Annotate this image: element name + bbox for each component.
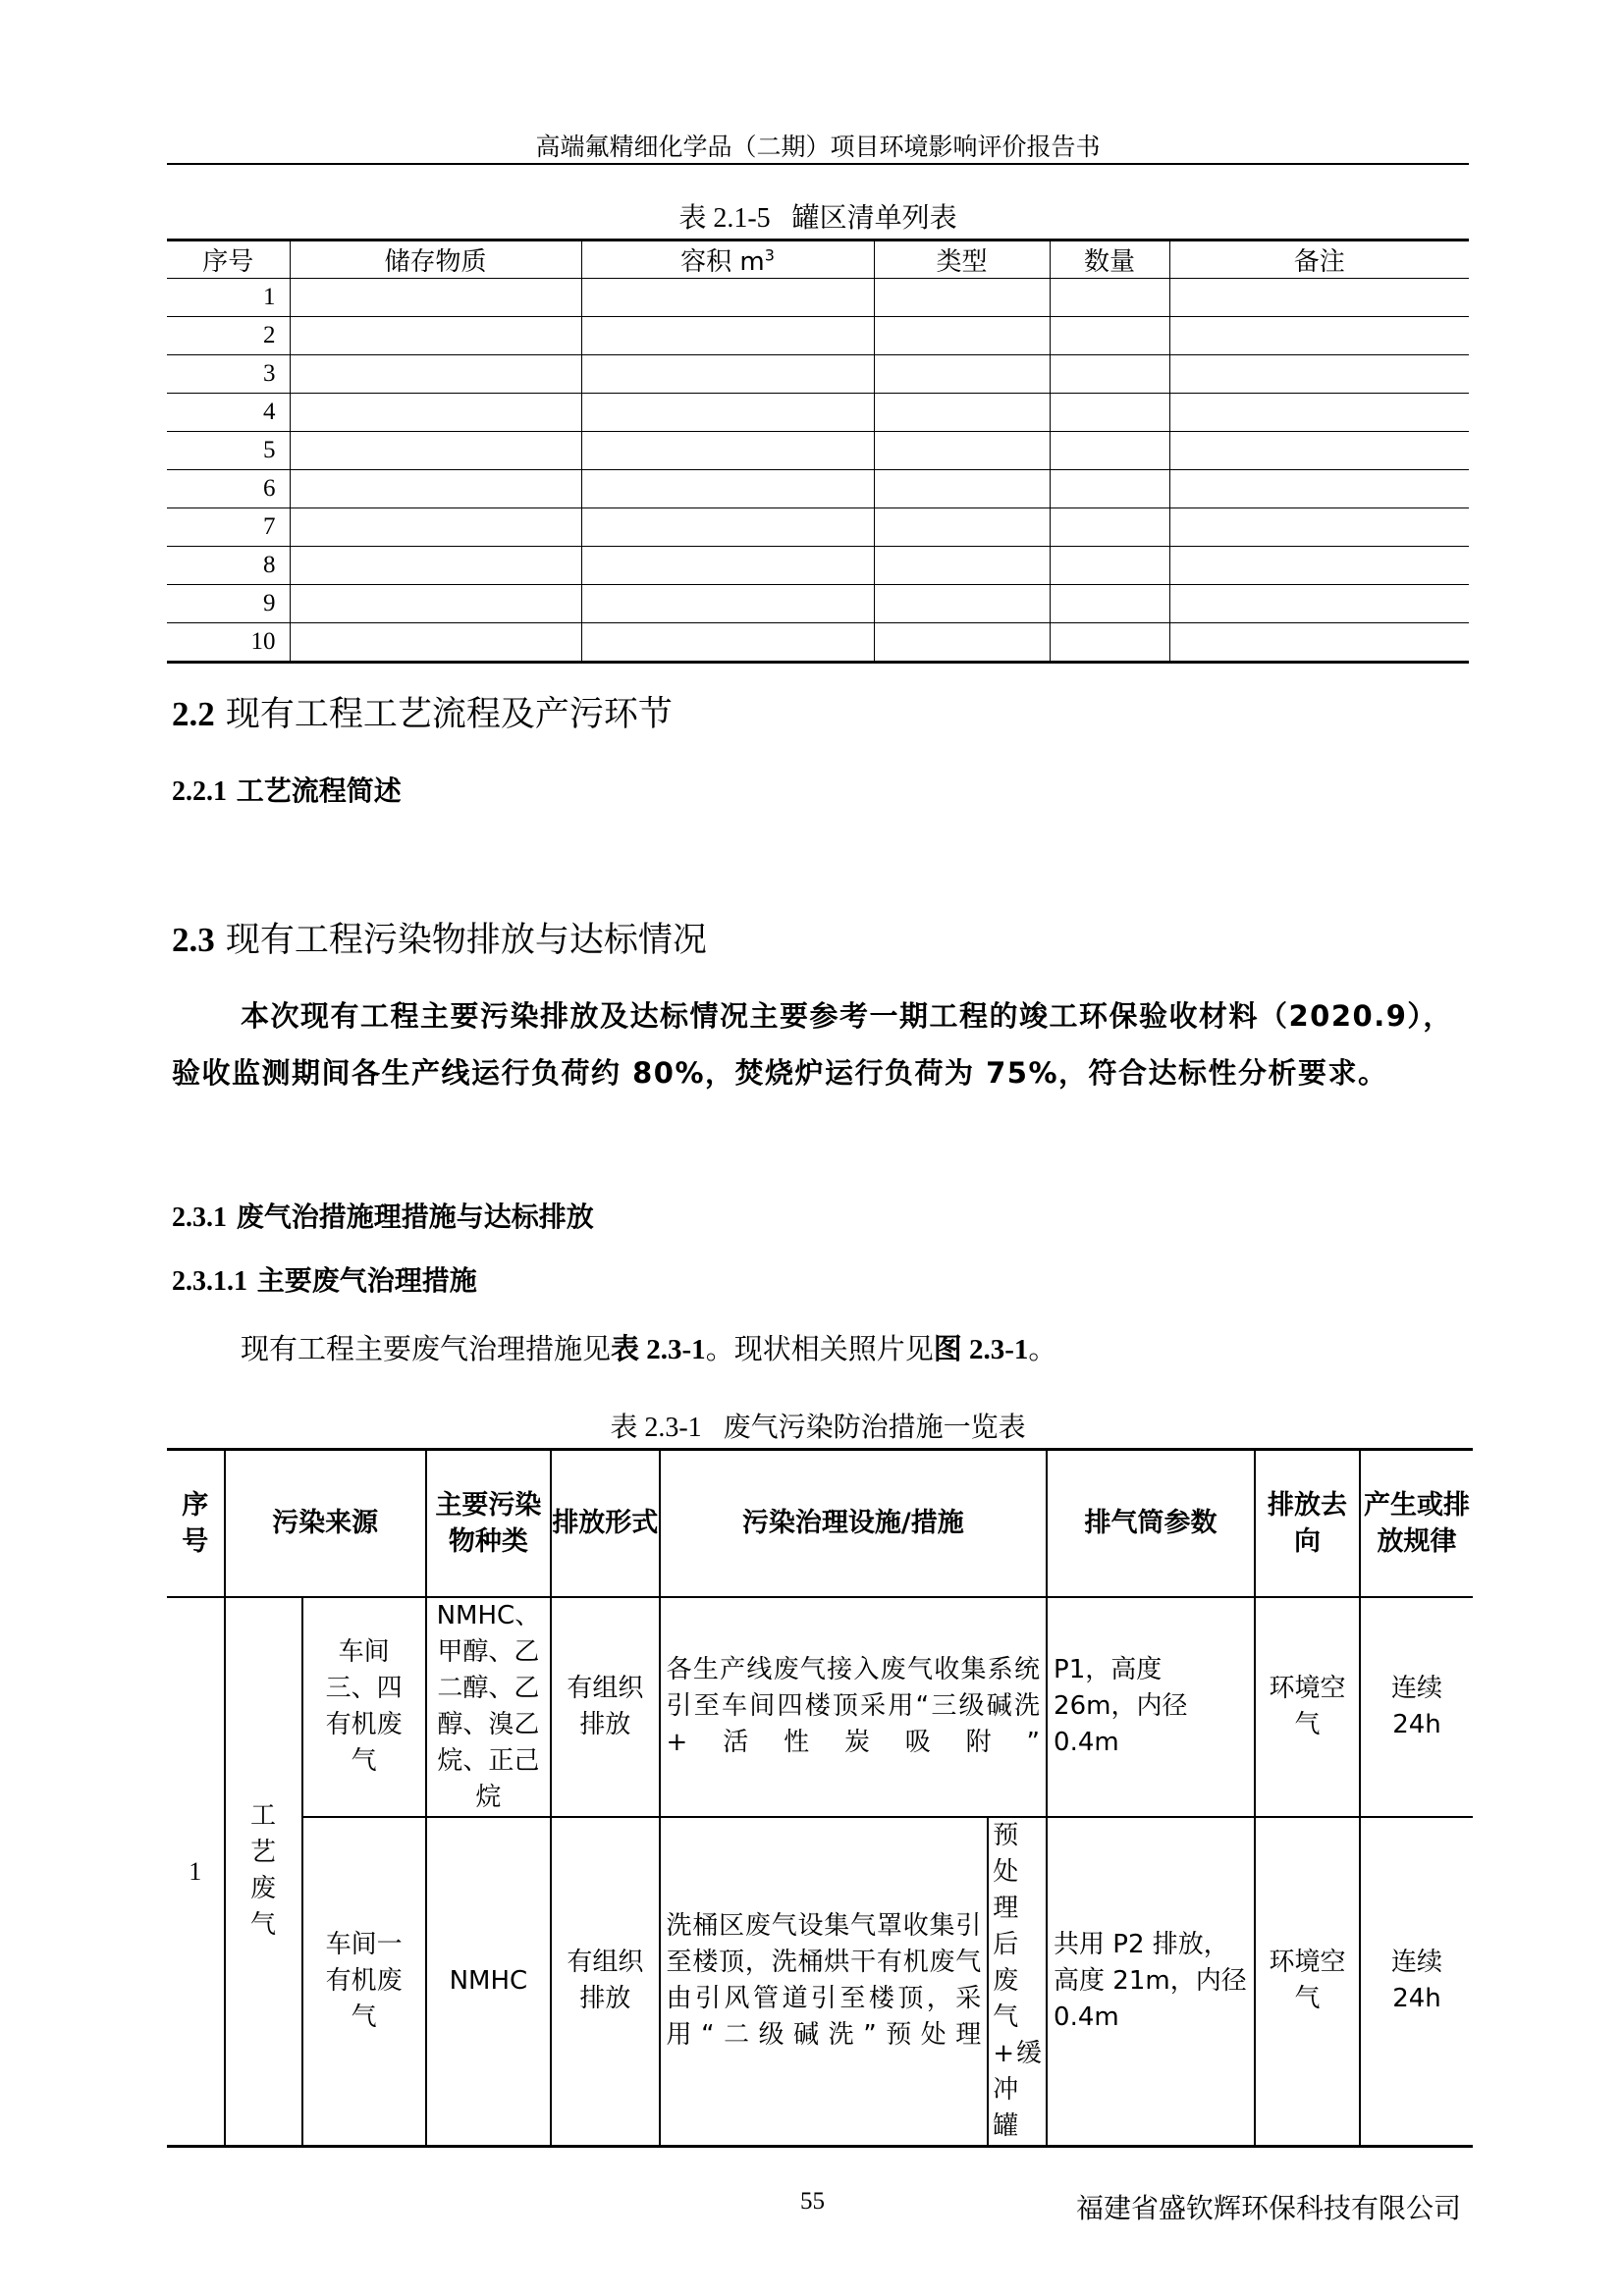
empty-cell [1169,279,1469,317]
empty-cell [1169,585,1469,623]
empty-cell [1169,547,1469,585]
empty-cell [1050,432,1169,470]
empty-cell [581,317,874,355]
empty-cell [874,470,1050,508]
empty-cell [581,623,874,663]
reference-line: 现有工程主要废气治理措施见表 2.3-1。现状相关照片见图 2.3-1。 [241,1332,1057,1365]
header-cell: 序号 [167,1450,225,1597]
header-cell: 主要污染物种类 [426,1450,551,1597]
section-heading-2-3-1-1: 2.3.1.1 主要废气治理措施 [172,1264,477,1297]
header-cell [581,240,874,279]
seq-cell: 3 [167,355,290,394]
header-cell: 储存物质 [290,240,581,279]
facility-cell: 洗桶区废气设集气罩收集引至楼顶，洗桶烘干有机废气由引风管道引至楼顶，采用“二级碱洗”预处理 [660,1817,989,2147]
empty-cell [1050,623,1169,663]
empty-cell [874,547,1050,585]
seq-cell: 6 [167,470,290,508]
header-cell: 产生或排放规律 [1360,1450,1473,1597]
pattern-cell: 连续 24h [1360,1817,1473,2147]
empty-cell [874,432,1050,470]
category-cell: 工艺废气 [225,1597,302,2147]
seq-cell: 7 [167,508,290,547]
empty-cell [1050,547,1169,585]
header-cell: 类型 [874,240,1050,279]
empty-cell [581,279,874,317]
empty-cell [874,623,1050,663]
pattern-cell: 连续 24h [1360,1597,1473,1817]
seq-cell: 5 [167,432,290,470]
table-row [167,279,1469,317]
header-cell: 排放形式 [551,1450,659,1597]
intro-paragraph: 本次现有工程主要污染排放及达标情况主要参考一期工程的竣工环保验收材料（2020.9），验收监测期间各生产线运行负荷约 80%，焚烧炉运行负荷为 75%，符合达标性分析要求。 [172,999,1453,1090]
destination-cell: 环境空气 [1255,1597,1360,1817]
empty-cell [874,585,1050,623]
empty-cell [581,470,874,508]
table-reference: 表 2.3-1 [611,1334,706,1365]
empty-cell [290,432,581,470]
stack-cell: P1，高度 26m，内径 0.4m [1047,1597,1255,1817]
tank-list-table [167,239,1469,664]
empty-cell [874,508,1050,547]
section-heading-2-3-1: 2.3.1 废气治措施理措施与达标排放 [172,1201,594,1233]
seq-cell: 1 [167,279,290,317]
table-caption-number: 表 2.3-1 [610,1413,702,1443]
empty-cell [1050,394,1169,432]
section-heading-2-2-1: 2.2.1 工艺流程简述 [172,774,402,807]
seq-cell: 1 [167,1597,225,2147]
header-cell: 备注 [1169,240,1469,279]
empty-cell [874,279,1050,317]
table-caption-title: 罐区清单列表 [791,201,957,234]
empty-cell [290,470,581,508]
section-heading-2-3: 2.3 现有工程污染物排放与达标情况 [172,921,707,960]
empty-cell [581,508,874,547]
waste-gas-measures-table [167,1448,1473,2148]
seq-cell: 2 [167,317,290,355]
source-cell: 车间三、四有机废气 [302,1597,426,1817]
company-name: 福建省盛钦辉环保科技有限公司 [1075,2192,1461,2224]
empty-cell [1050,508,1169,547]
empty-cell [1169,355,1469,394]
empty-cell [290,394,581,432]
page-header: 高端氟精细化学品（二期）项目环境影响评价报告书 [535,133,1101,161]
empty-cell [290,508,581,547]
empty-cell [874,394,1050,432]
header-rule [167,163,1469,165]
table-caption-number: 表 2.1-5 [678,203,771,234]
form-cell: 有组织排放 [551,1817,659,2147]
table-row [167,355,1469,394]
empty-cell [1169,623,1469,663]
table-caption-title: 废气污染防治措施一览表 [723,1411,1026,1443]
table-row [167,470,1469,508]
empty-cell [581,355,874,394]
header-cell: 污染治理设施/措施 [660,1450,1047,1597]
empty-cell [581,432,874,470]
destination-cell: 环境空气 [1255,1817,1360,2147]
table-row [167,394,1469,432]
table-header-row [167,1450,1473,1597]
table-row [167,623,1469,663]
header-cell: 序号 [167,240,290,279]
header-cell-text: 容积 m [680,247,765,277]
empty-cell [1050,470,1169,508]
header-cell: 污染来源 [225,1450,426,1597]
empty-cell [290,623,581,663]
table-row [167,547,1469,585]
table-caption [167,196,1469,236]
empty-cell [874,317,1050,355]
stack-cell: 共用 P2 排放，高度 21m，内径 0.4m [1047,1817,1255,2147]
seq-cell: 8 [167,547,290,585]
header-cell: 数量 [1050,240,1169,279]
form-cell: 有组织排放 [551,1597,659,1817]
table-row [167,1597,1473,1817]
empty-cell [581,547,874,585]
pollutants-cell: NMHC [426,1817,551,2147]
seq-cell: 10 [167,623,290,663]
empty-cell [1169,394,1469,432]
empty-cell [290,585,581,623]
table-caption [167,1406,1469,1445]
empty-cell [1169,432,1469,470]
section-heading-2-2: 2.2 现有工程工艺流程及产污环节 [172,695,673,734]
header-cell: 排放去向 [1255,1450,1360,1597]
figure-reference: 图 2.3-1 [933,1334,1029,1365]
empty-cell [1169,317,1469,355]
superscript: 3 [764,245,775,265]
facility-extra-cell: 预处理后废气+缓冲罐 [988,1817,1047,2147]
table-row [167,508,1469,547]
empty-cell [1169,508,1469,547]
page-number: 55 [800,2188,825,2215]
empty-cell [1050,585,1169,623]
table-row [167,432,1469,470]
facility-cell: 各生产线废气接入废气收集系统引至车间四楼顶采用“三级碱洗+活性炭吸附” [660,1597,1047,1817]
empty-cell [1169,470,1469,508]
empty-cell [1050,279,1169,317]
empty-cell [1050,317,1169,355]
source-cell: 车间一有机废气 [302,1817,426,2147]
empty-cell [290,317,581,355]
empty-cell [1050,355,1169,394]
pollutants-cell: NMHC、甲醇、乙二醇、乙醇、溴乙烷、正己烷 [426,1597,551,1817]
table-row [167,1817,1473,2147]
empty-cell [290,547,581,585]
empty-cell [290,355,581,394]
table-header-row [167,240,1469,279]
empty-cell [581,585,874,623]
seq-cell: 9 [167,585,290,623]
empty-cell [581,394,874,432]
table-row [167,585,1469,623]
empty-cell [290,279,581,317]
table-row [167,317,1469,355]
header-cell: 排气筒参数 [1047,1450,1255,1597]
empty-cell [874,355,1050,394]
seq-cell: 4 [167,394,290,432]
